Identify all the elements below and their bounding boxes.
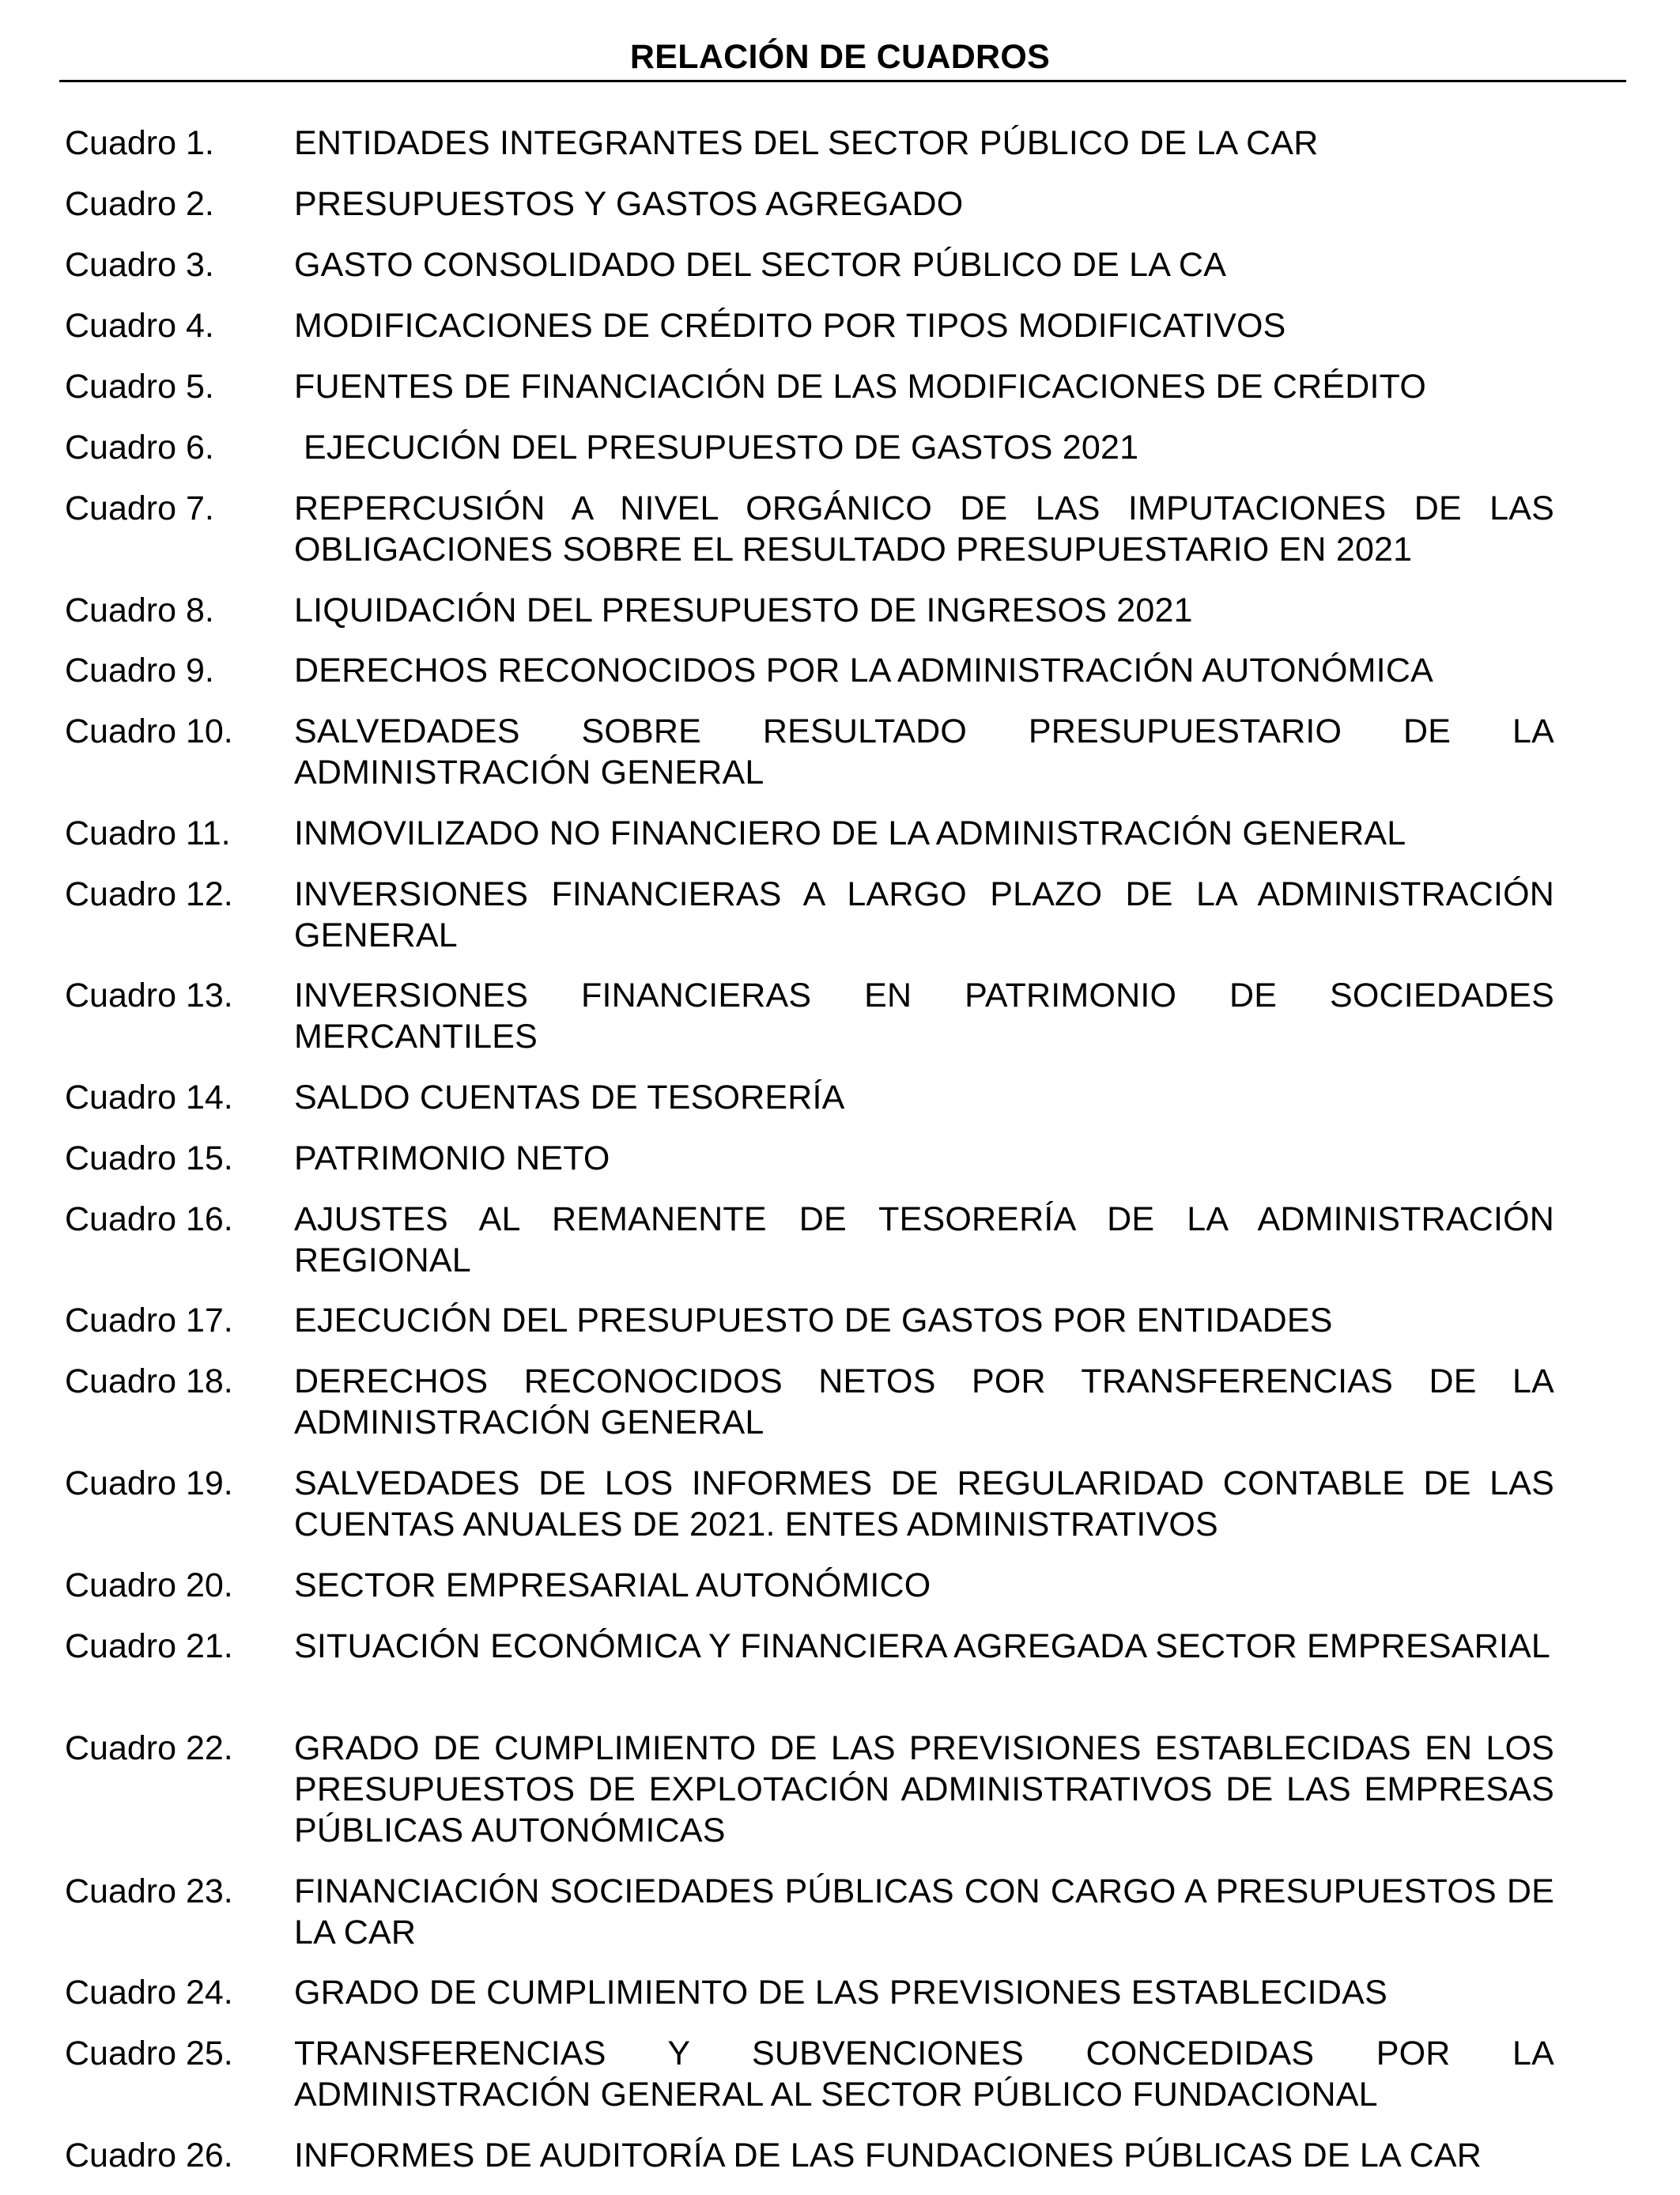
list-item-title: EJECUCIÓN DEL PRESUPUESTO DE GASTOS POR ENTIDADES xyxy=(294,1302,1333,1339)
list-item-title: FINANCIACIÓN SOCIEDADES PÚBLICAS CON CARGO A PRESUPUESTOS DE LA CAR xyxy=(294,1872,1554,1951)
list-item-title: AJUSTES AL REMANENTE DE TESORERÍA DE LA ADMINISTRACIÓN REGIONAL xyxy=(294,1200,1554,1279)
list-item-number: Cuadro 25. xyxy=(65,2034,233,2072)
page-title: RELACIÓN DE CUADROS xyxy=(629,38,1051,76)
list-item-number: Cuadro 1. xyxy=(65,124,214,162)
list-item-number: Cuadro 22. xyxy=(65,1729,233,1767)
list-item-title: SALVEDADES SOBRE RESULTADO PRESUPUESTARIO DE LA ADMINISTRACIÓN GENERAL xyxy=(294,712,1554,791)
list-item-number: Cuadro 23. xyxy=(65,1872,233,1910)
list-item-number: Cuadro 15. xyxy=(65,1139,233,1177)
list-item-title: GRADO DE CUMPLIMIENTO DE LAS PREVISIONES ESTABLECIDAS xyxy=(294,1974,1387,2012)
list-item-title: SECTOR EMPRESARIAL AUTONÓMICO xyxy=(294,1566,931,1604)
list-item-title: INMOVILIZADO NO FINANCIERO DE LA ADMINISTRACIÓN GENERAL xyxy=(294,814,1406,852)
list-item-title: PATRIMONIO NETO xyxy=(294,1139,610,1177)
list-item-title: FUENTES DE FINANCIACIÓN DE LAS MODIFICACIONES DE CRÉDITO xyxy=(294,368,1426,406)
list-item-title: LIQUIDACIÓN DEL PRESUPUESTO DE INGRESOS 2021 xyxy=(294,591,1193,629)
list-item-title: INVERSIONES FINANCIERAS A LARGO PLAZO DE LA ADMINISTRACIÓN GENERAL xyxy=(294,875,1554,954)
list-item-number: Cuadro 16. xyxy=(65,1200,233,1238)
list-item-title: TRANSFERENCIAS Y SUBVENCIONES CONCEDIDAS POR LA ADMINISTRACIÓN GENERAL AL SECTOR PÚBLICO FUNDACIONAL xyxy=(294,2034,1554,2114)
list-item-number: Cuadro 24. xyxy=(65,1974,233,2012)
list-item-number: Cuadro 8. xyxy=(65,591,214,629)
list-item-title: INVERSIONES FINANCIERAS EN PATRIMONIO DE SOCIEDADES MERCANTILES xyxy=(294,977,1554,1056)
list-item-title: SITUACIÓN ECONÓMICA Y FINANCIERA AGREGADA SECTOR EMPRESARIAL xyxy=(294,1627,1551,1665)
list-item-title: GRADO DE CUMPLIMIENTO DE LAS PREVISIONES ESTABLECIDAS EN LOS PRESUPUESTOS DE EXPLOTACIÓN ADMINISTRATIVOS DE LAS EMPRESAS PÚBLICAS AUTONÓMICAS xyxy=(294,1729,1554,1849)
list-item-number: Cuadro 10. xyxy=(65,712,233,750)
list-item-number: Cuadro 5. xyxy=(65,368,214,406)
list-item-number: Cuadro 9. xyxy=(65,652,214,689)
list-item-number: Cuadro 11. xyxy=(65,814,231,852)
list-item-number: Cuadro 19. xyxy=(65,1464,233,1502)
list-item-title: DERECHOS RECONOCIDOS POR LA ADMINISTRACIÓN AUTONÓMICA xyxy=(294,652,1433,689)
list-item-title: DERECHOS RECONOCIDOS NETOS POR TRANSFERENCIAS DE LA ADMINISTRACIÓN GENERAL xyxy=(294,1362,1554,1441)
list-item-title: SALDO CUENTAS DE TESORERÍA xyxy=(294,1079,845,1116)
list-item-title: ENTIDADES INTEGRANTES DEL SECTOR PÚBLICO DE LA CAR xyxy=(294,124,1319,162)
list-item-number: Cuadro 14. xyxy=(65,1079,233,1116)
list-item-number: Cuadro 17. xyxy=(65,1302,233,1339)
list-item-number: Cuadro 7. xyxy=(65,489,214,527)
list-item-title: REPERCUSIÓN A NIVEL ORGÁNICO DE LAS IMPUTACIONES DE LAS OBLIGACIONES SOBRE EL RESULTADO PRESUPUESTARIO EN 2021 xyxy=(294,489,1554,569)
list-item-number: Cuadro 20. xyxy=(65,1566,233,1604)
list-item-title: MODIFICACIONES DE CRÉDITO POR TIPOS MODIFICATIVOS xyxy=(294,307,1286,345)
list-item-number: Cuadro 6. xyxy=(65,429,214,467)
list-item-title: PRESUPUESTOS Y GASTOS AGREGADO xyxy=(294,185,964,223)
list-item-title: EJECUCIÓN DEL PRESUPUESTO DE GASTOS 2021 xyxy=(304,429,1139,467)
list-item-title: GASTO CONSOLIDADO DEL SECTOR PÚBLICO DE LA CA xyxy=(294,246,1227,284)
list-item-number: Cuadro 3. xyxy=(65,246,214,284)
list-item-number: Cuadro 26. xyxy=(65,2136,233,2174)
list-item-number: Cuadro 18. xyxy=(65,1362,233,1400)
list-item-number: Cuadro 12. xyxy=(65,875,233,913)
list-item-number: Cuadro 4. xyxy=(65,307,214,345)
list-item-number: Cuadro 2. xyxy=(65,185,214,223)
list-item-number: Cuadro 13. xyxy=(65,977,233,1014)
title-divider xyxy=(59,80,1626,82)
list-item-title: INFORMES DE AUDITORÍA DE LAS FUNDACIONES PÚBLICAS DE LA CAR xyxy=(294,2136,1482,2174)
list-item-number: Cuadro 21. xyxy=(65,1627,233,1665)
list-item-title: SALVEDADES DE LOS INFORMES DE REGULARIDAD CONTABLE DE LAS CUENTAS ANUALES DE 2021. ENTES ADMINISTRATIVOS xyxy=(294,1464,1554,1543)
